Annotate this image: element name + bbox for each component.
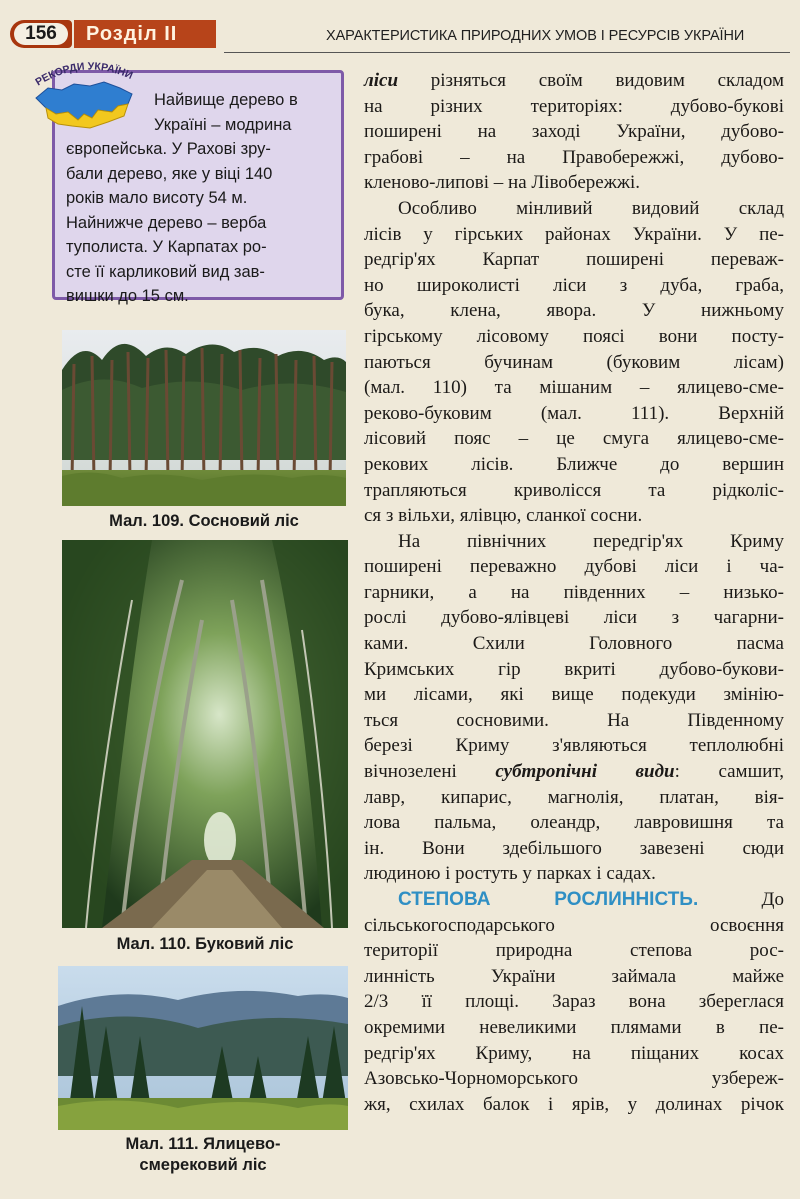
text-line: трапляються криволісся та рідколіс- bbox=[364, 479, 784, 501]
text-line: (мал. 110) та мішаним – ялицево-сме- bbox=[364, 377, 784, 399]
text-line: жя, схилах балок і ярів, у долинах річок bbox=[364, 1093, 784, 1115]
text-line: поширені на заході України, дубово- bbox=[364, 121, 784, 143]
records-line: туполиста. У Карпатах ро- bbox=[66, 238, 267, 256]
text-line: линність України займала майже bbox=[364, 965, 784, 987]
text-line: на різних територіях: дубово-букові bbox=[364, 95, 784, 117]
records-text bbox=[66, 88, 338, 309]
text-line: реково-буковим (мал. 111). Верхній bbox=[364, 402, 784, 424]
records-line: Україні – модрина bbox=[154, 115, 292, 134]
text-fragment: : самшит, bbox=[674, 761, 784, 783]
text-line: 2/3 її площі. Зараз вона збереглася bbox=[364, 991, 784, 1013]
figure-111-caption bbox=[58, 1134, 348, 1176]
text-line: бука, клена, явора. У нижньому bbox=[364, 300, 784, 322]
figure-111-caption-line1: Мал. 111. Ялицево- bbox=[125, 1135, 281, 1153]
subtropical-term: субтропічні види bbox=[495, 761, 675, 783]
beech-forest-photo bbox=[62, 540, 348, 928]
text-line bbox=[364, 68, 784, 94]
text-line: редгір'ях Карпат поширені переваж- bbox=[364, 249, 784, 271]
text-line: грабові – на Правобережжі, дубово- bbox=[364, 146, 784, 168]
text-line: ться сосновими. На Південному bbox=[364, 709, 784, 731]
figure-111-caption-line2: смерековий ліс bbox=[139, 1156, 267, 1174]
records-line: років мало висоту 54 м. bbox=[66, 189, 248, 207]
text-line: гарники, а на південних – низько- bbox=[364, 581, 784, 603]
page-number-badge bbox=[10, 20, 72, 48]
text-line: Кримських гір вкриті дубово-букови- bbox=[364, 658, 784, 680]
steppe-vegetation-heading: СТЕПОВА РОСЛИННІСТЬ. bbox=[398, 889, 699, 910]
records-line: Найнижче дерево – верба bbox=[66, 213, 267, 232]
records-line: європейська. У Рахові зру- bbox=[66, 140, 271, 158]
records-badge-text: РЕКОРДИ УКРАЇНИ bbox=[33, 60, 135, 89]
text-line: кленово-липові – на Лівобережжі. bbox=[364, 172, 640, 194]
fir-spruce-forest-photo bbox=[58, 966, 348, 1130]
figure-110-caption: Мал. 110. Буковий ліс bbox=[116, 935, 294, 953]
main-text-column bbox=[364, 68, 784, 1117]
text-line: Азовсько-Чорноморського узбереж- bbox=[364, 1068, 784, 1090]
text-line: редгір'ях Криму, на піщаних косах bbox=[364, 1042, 784, 1064]
text-fragment: різняться своїм видовим складом bbox=[398, 70, 784, 91]
text-line bbox=[364, 759, 784, 785]
page-number: 156 bbox=[14, 23, 68, 45]
records-line: бали дерево, яке у віці 140 bbox=[66, 164, 273, 183]
records-line: сте її карликовий вид зав- bbox=[66, 262, 265, 281]
text-line bbox=[364, 887, 784, 913]
text-line: гірському лісовому поясі вони посту- bbox=[364, 325, 784, 347]
text-line: ся з вільхи, ялівцю, сланкої сосни. bbox=[364, 505, 643, 527]
pine-forest-photo bbox=[62, 330, 346, 506]
section-label: Розділ II bbox=[74, 20, 216, 48]
page-header bbox=[0, 0, 800, 58]
text-fragment: вічнозелені bbox=[364, 761, 496, 783]
text-line: поширені переважно дубові ліси і ча- bbox=[364, 556, 784, 578]
text-line: ми лісами, які вище подекуди змінію- bbox=[364, 684, 784, 706]
records-line: Найвище дерево в bbox=[154, 91, 298, 109]
text-line: лісовий пояс – це смуга ялицево-сме- bbox=[364, 428, 784, 450]
forests-term: ліси bbox=[364, 70, 399, 91]
text-line: людиною і ростуть у парках і садах. bbox=[364, 863, 656, 885]
text-line: На північних передгір'ях Криму bbox=[398, 530, 784, 552]
text-fragment: До bbox=[698, 889, 784, 910]
text-line: ками. Схили Головного пасма bbox=[364, 633, 784, 655]
text-line: но широколисті ліси з дуба, граба, bbox=[364, 274, 784, 296]
text-line: території природна степова рос- bbox=[364, 940, 784, 962]
text-line: сільськогосподарського освоєння bbox=[364, 914, 784, 936]
text-line: лавр, кипарис, магнолія, платан, вія- bbox=[364, 786, 784, 808]
text-line: лісів у гірських районах України. У пе- bbox=[364, 223, 784, 245]
figure-109-caption: Мал. 109. Сосновий ліс bbox=[109, 512, 299, 530]
text-line: лова пальма, олеандр, лавровишня та bbox=[364, 812, 784, 834]
text-line: окремими невеликими плямами в пе- bbox=[364, 1016, 784, 1038]
running-title: ХАРАКТЕРИСТИКА ПРИРОДНИХ УМОВ І РЕСУРСІВ УКРАЇНИ bbox=[326, 28, 745, 44]
records-line: вишки до 15 см. bbox=[66, 287, 189, 305]
text-line: Особливо мінливий видовий склад bbox=[398, 197, 784, 219]
text-line: рослі дубово-ялівцеві ліси з чагарни- bbox=[364, 607, 784, 629]
text-line: ін. Вони здебільшого завезені сюди bbox=[364, 837, 784, 859]
header-divider bbox=[224, 52, 790, 53]
text-line: рекових лісів. Ближче до вершин bbox=[364, 453, 784, 475]
text-line: паються бучинам (буковим лісам) bbox=[364, 351, 784, 373]
text-line: березі Криму з'являються теплолюбні bbox=[364, 735, 784, 757]
